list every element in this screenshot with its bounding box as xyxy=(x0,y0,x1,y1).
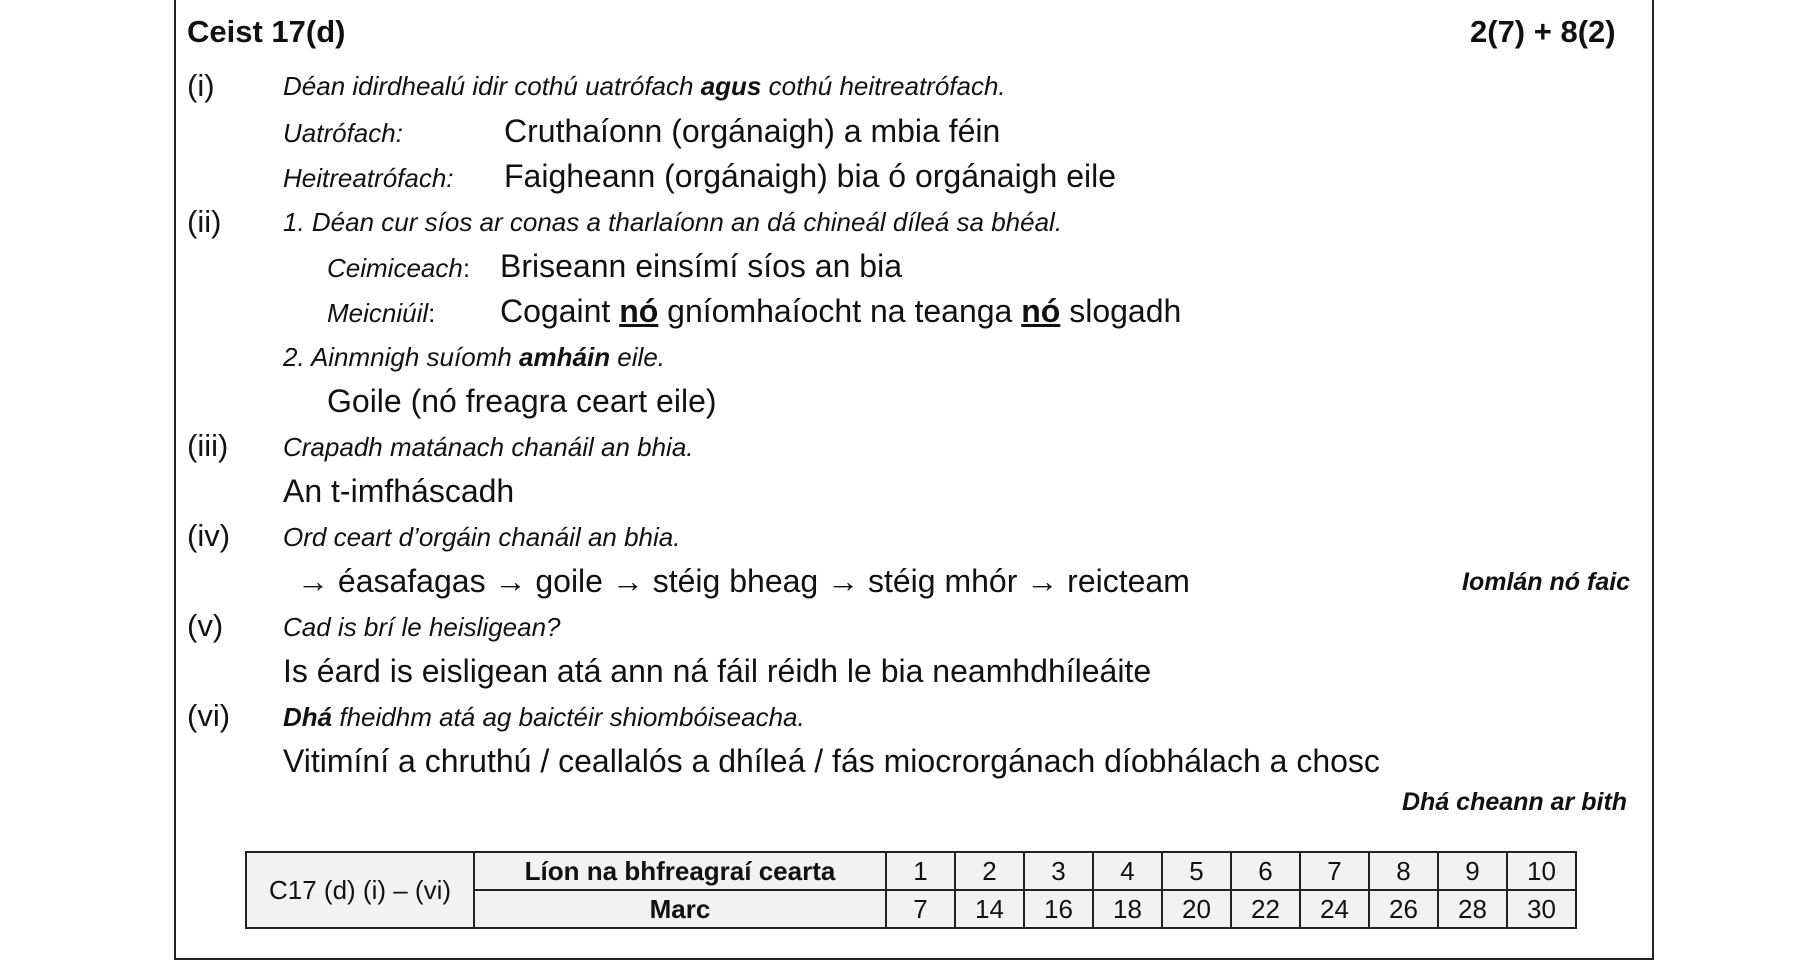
marks-table-answers-header: Líon na bhfreagraí cearta xyxy=(474,852,886,890)
marks-table-marks-cell: 24 xyxy=(1300,890,1369,928)
marks-table-answers-cell: 5 xyxy=(1162,852,1231,890)
part-i-number: (i) xyxy=(187,68,215,103)
part-i-question: Déan idirdhealú idir cothú uatrófach agus cothú heitreatrófach. xyxy=(283,71,1006,101)
marks-table-answers-cell: 2 xyxy=(955,852,1024,890)
part-ii-answer-2: Goile (nó freagra ceart eile) xyxy=(327,383,717,419)
part-ii-label-mechanical: Meicniúil: xyxy=(327,298,436,328)
part-v-answer: Is éard is eisligean atá ann ná fáil réidh le bia neamhdhíleáite xyxy=(283,653,1152,689)
marks-table-answers-cell: 1 xyxy=(886,852,955,890)
part-i-label-autotrophic: Uatrófach: xyxy=(283,118,403,148)
question-marks: 2(7) + 8(2) xyxy=(1470,14,1616,49)
marks-table-marks-cell: 28 xyxy=(1438,890,1507,928)
marks-table-marks-cell: 7 xyxy=(886,890,955,928)
marks-table-answers-cell: 6 xyxy=(1231,852,1300,890)
question-title: Ceist 17(d) xyxy=(187,14,346,49)
marks-table-marks-cell: 18 xyxy=(1093,890,1162,928)
part-vi-note: Dhá cheann ar bith xyxy=(1402,788,1628,816)
marks-table-marks-cell: 22 xyxy=(1231,890,1300,928)
part-i-answer-heterotrophic: Faigheann (orgánaigh) bia ó orgánaigh eile xyxy=(504,158,1116,194)
part-iv-answer: → éasafagas → goile → stéig bheag → stéig mhór → reicteam xyxy=(297,563,1190,599)
marks-table-answers-cell: 10 xyxy=(1507,852,1576,890)
part-iv-question: Ord ceart d’orgáin chanáil an bhia. xyxy=(283,522,681,552)
marks-table-marks-cell: 16 xyxy=(1024,890,1093,928)
marks-table-row-label: C17 (d) (i) – (vi) xyxy=(246,852,474,928)
part-i-answer-autotrophic: Cruthaíonn (orgánaigh) a mbia féin xyxy=(504,113,1001,149)
part-vi-number: (vi) xyxy=(187,698,231,733)
marks-table-row-answers xyxy=(246,852,1576,890)
marks-table-marks-cell: 20 xyxy=(1162,890,1231,928)
marks-table-answers-cell: 3 xyxy=(1024,852,1093,890)
part-iii-number: (iii) xyxy=(187,428,229,463)
part-iv-number: (iv) xyxy=(187,518,231,553)
part-ii-answer-chemical: Briseann einsímí síos an bia xyxy=(500,248,902,284)
marks-table-marks-header: Marc xyxy=(474,890,886,928)
part-ii-label-chemical: Ceimiceach: xyxy=(327,253,471,283)
marks-table-marks-cell: 14 xyxy=(955,890,1024,928)
marks-table-marks-cell: 30 xyxy=(1507,890,1576,928)
part-iii-question: Crapadh matánach chanáil an bhia. xyxy=(283,432,694,462)
part-i-label-heterotrophic: Heitreatrófach: xyxy=(283,163,454,193)
marks-table-marks-cell: 26 xyxy=(1369,890,1438,928)
marks-table-answers-cell: 8 xyxy=(1369,852,1438,890)
part-v-question: Cad is brí le heisligean? xyxy=(283,612,561,642)
part-ii-number: (ii) xyxy=(187,204,222,239)
part-vi-answer: Vitimíní a chruthú / ceallalós a dhíleá / fás miocrorgánach díobhálach a chosc xyxy=(283,743,1380,779)
marks-table-answers-cell: 7 xyxy=(1300,852,1369,890)
marks-table xyxy=(245,851,1577,929)
part-iii-answer: An t-imfháscadh xyxy=(283,473,515,509)
part-vi-question: Dhá fheidhm atá ag baictéir shiombóiseacha. xyxy=(283,702,805,732)
part-iv-note: Iomlán nó faic xyxy=(1462,568,1631,596)
part-ii-question-2: 2. Ainmnigh suíomh amháin eile. xyxy=(283,342,665,372)
part-ii-answer-mechanical: Cogaint nó gníomhaíocht na teanga nó slogadh xyxy=(500,293,1182,329)
marks-table-answers-cell: 9 xyxy=(1438,852,1507,890)
part-v-number: (v) xyxy=(187,608,224,643)
part-ii-question-1: 1. Déan cur síos ar conas a tharlaíonn an dá chineál díleá sa bhéal. xyxy=(283,207,1063,237)
marks-table-answers-cell: 4 xyxy=(1093,852,1162,890)
